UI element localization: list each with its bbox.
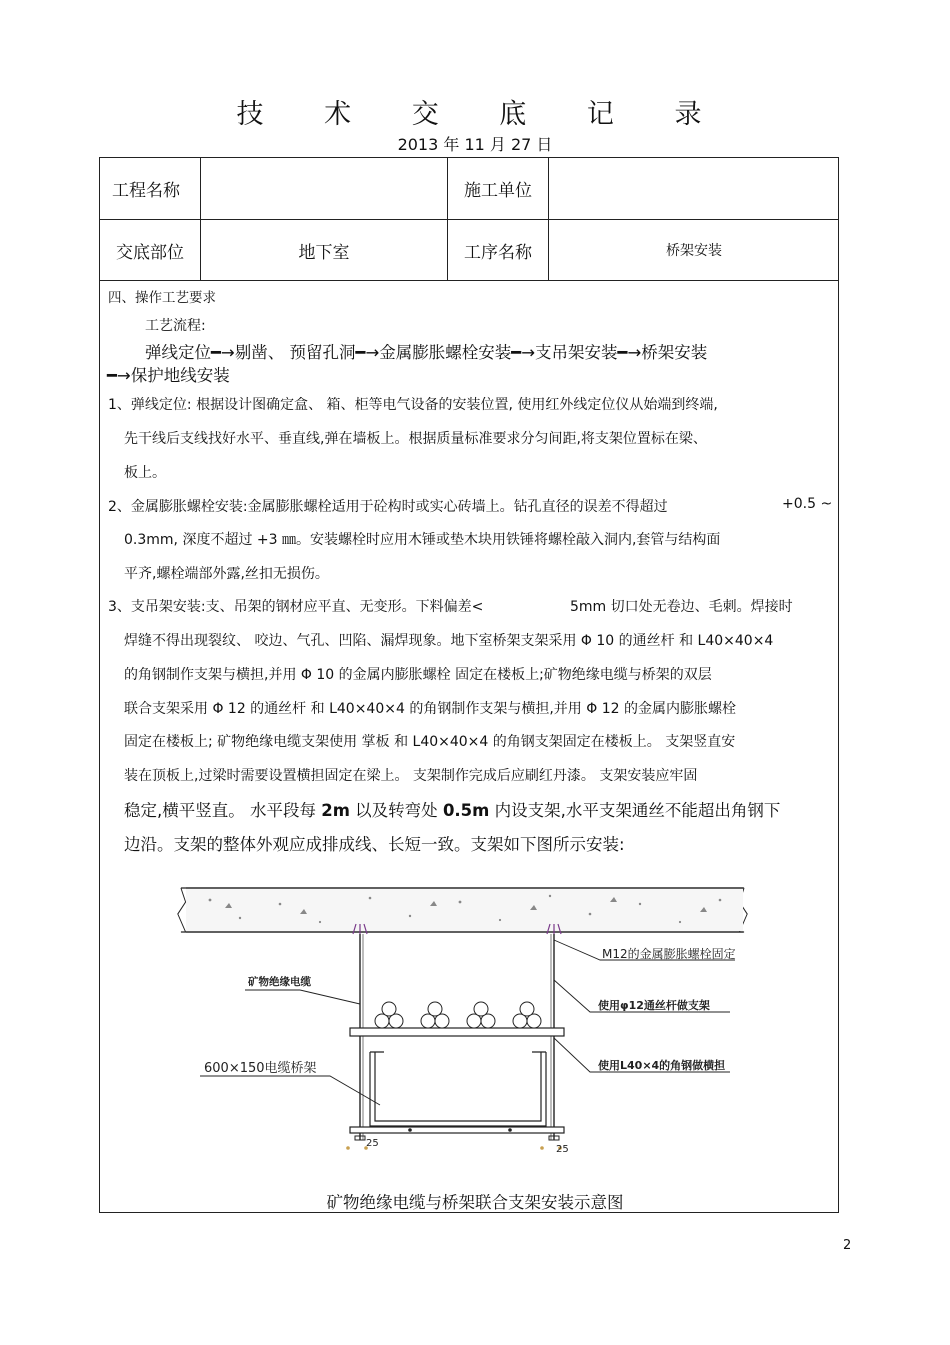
spacing-2m: 2m [321, 801, 350, 820]
para-1-line-3: 板上。 [124, 465, 166, 481]
dimension-left: 25 [366, 1138, 379, 1149]
para-3-line-5: 固定在楼板上; 矿物绝缘电缆支架使用 掌板 和 L40×40×4 的角钢支架固定在楼板上。 支架竖直安 [124, 734, 736, 750]
para-3-line-1: 3、支吊架安装:支、吊架的钢材应平直、无变形。下料偏差< [108, 599, 484, 615]
label-cable: 矿物绝缘电缆 [248, 976, 311, 988]
project-name-value [201, 158, 447, 219]
label-rod: 使用φ12通丝杆做支架 [598, 999, 710, 1012]
cable-tray [370, 1052, 546, 1126]
support-installation-diagram [170, 880, 770, 1170]
para-3-line-1-tail: 5mm 切口处无卷边、毛刺。焊接时 [570, 599, 793, 615]
construction-unit-label: 施工单位 [464, 181, 532, 201]
para-3-line-6: 装在顶板上,过梁时需要设置横担固定在梁上。 支架制作完成后应刷红丹漆。 支架安装应牢固 [124, 768, 698, 784]
line-7-part-e: 内设支架,水平支架通丝不能超出角钢下 [489, 801, 781, 820]
para-1-line-1: 1、弹线定位: 根据设计图确定盒、 箱、柜等电气设备的安装位置, 使用红外线定位仪从始端到终端, [108, 397, 718, 413]
upper-crossarm [350, 1028, 564, 1036]
construction-unit-value [549, 158, 839, 219]
label-angle: 使用L40×4的角钢做横担 [598, 1059, 726, 1072]
line-7-part-a: 稳定,横平竖直。 水平段每 [124, 801, 322, 820]
para-2-line-1: 2、金属膨胀螺栓安装:金属膨胀螺栓适用于砼构时或实心砖墙上。钻孔直径的误差不得超过 [108, 499, 668, 515]
location-value: 地下室 [298, 242, 350, 263]
para-3-line-2: 焊缝不得出现裂纹、 咬边、气孔、凹陷、漏焊现象。地下室桥架支架采用 Φ 10 的通丝杆 和 L40×40×4 [124, 633, 774, 649]
para-2-line-2: 0.3mm, 深度不超过 +3 ㎜。安装螺栓时应用木锤或垫木块用铁锤将螺栓敲入洞内,套管与结构面 [124, 532, 721, 548]
document-date: 2013 年 11 月 27 日 [397, 135, 553, 154]
project-name-label: 工程名称 [112, 181, 180, 201]
cable-bundles [375, 1002, 541, 1028]
process-label: 工序名称 [464, 242, 532, 263]
document-title: 技 术 交 底 记 录 [236, 99, 728, 130]
process-value: 桥架安装 [666, 243, 722, 259]
para-3-line-4: 联合支架采用 Φ 12 的通丝杆 和 L40×40×4 的角钢制作支架与横担,并用 Φ 12 的金属内膨胀螺栓 [124, 701, 736, 717]
row-divider [100, 280, 838, 281]
line-7-part-c: 以及转弯处 [349, 801, 443, 820]
para-2-line-1-tail: +0.5 ~ [782, 496, 833, 512]
location-label: 交底部位 [116, 242, 184, 263]
dimension-right: 25 [556, 1144, 569, 1155]
para-3-line-7 [124, 797, 780, 821]
spacing-0-5m: 0.5m [442, 801, 490, 820]
rod-nuts [355, 1136, 559, 1140]
section-title: 四、操作工艺要求 [108, 290, 216, 306]
figure-caption: 矿物绝缘电缆与桥架联合支架安装示意图 [326, 1193, 624, 1212]
label-bolt: M12的金属膨胀螺栓固定 [602, 947, 736, 961]
para-1-line-2: 先干线后支线找好水平、垂直线,弹在墙板上。根据质量标准要求分匀间距,将支架位置标在梁、 [124, 431, 707, 447]
label-tray: 600×150电缆桥架 [204, 1061, 317, 1076]
flow-line-2: ━→保护地线安装 [107, 366, 230, 385]
page-number: 2 [843, 1238, 852, 1253]
flow-line-1: 弹线定位━→剔凿、 预留孔洞━→金属膨胀螺栓安装━→支吊架安装━→桥架安装 [145, 343, 708, 362]
para-2-line-3: 平齐,螺栓端部外露,丝扣无损伤。 [124, 566, 329, 582]
slab-fill [186, 889, 743, 931]
para-3-line-3: 的角钢制作支架与横担,并用 Φ 10 的金属内膨胀螺栓 固定在楼板上;矿物绝缘电缆与桥架的双层 [124, 667, 712, 683]
flow-label: 工艺流程: [145, 318, 206, 334]
lower-crossarm [350, 1127, 564, 1133]
para-3-line-8: 边沿。支架的整体外观应成排成线、长短一致。支架如下图所示安装: [124, 835, 625, 854]
